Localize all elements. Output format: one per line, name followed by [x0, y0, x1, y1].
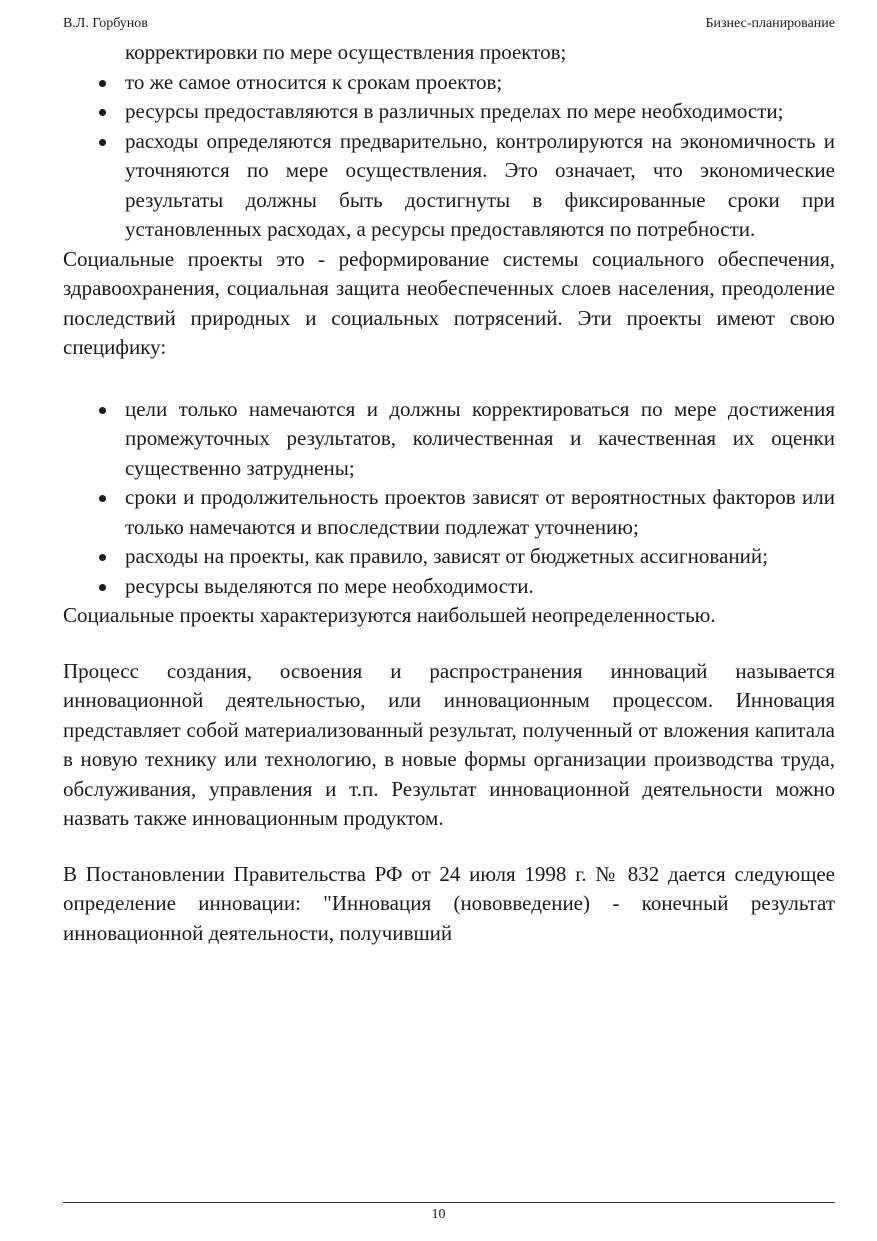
list-item — [63, 542, 835, 572]
list-item — [63, 97, 835, 127]
list-item — [63, 68, 835, 98]
list-item-text: цели только намечаются и должны корректироваться по мере достижения промежуточных результатов, количественная и качественная их оценки существенно затруднены; — [125, 396, 835, 480]
footer-divider — [63, 1202, 835, 1203]
list-item — [63, 572, 835, 602]
bullet-icon — [99, 407, 106, 414]
list-item-text: ресурсы выделяются по мере необходимости. — [125, 573, 534, 598]
list-item — [63, 483, 835, 542]
bullet-icon — [99, 495, 106, 502]
bullet-icon — [99, 554, 106, 561]
paragraph-innovation: Процесс создания, освоения и распространения инноваций называется инновационной деятельностью, или инновационным процессом. Инновация представляет собой материализованный результат, полученный от вложения капитала в новую технику или технологию, в новые формы организации производства труда, обслуживания, управления и т.п. Результат инновационной деятельности можно назвать также инновационным продуктом. — [63, 658, 835, 830]
list-item — [63, 127, 835, 245]
list-item-text: то же самое относится к срокам проектов; — [125, 69, 503, 94]
paragraph-uncertainty: Социальные проекты характеризуются наибольшей неопределенностью. — [63, 603, 716, 627]
bullet-list-project-characteristics — [63, 38, 835, 245]
list-item-text: сроки и продолжительность проектов зависят от вероятностных факторов или только намечаются и впоследствии подлежат уточнению; — [125, 485, 835, 539]
header-author: В.Л. Горбунов — [63, 16, 148, 31]
page-number: 10 — [431, 1207, 446, 1222]
page-header — [63, 16, 835, 36]
bullet-icon — [99, 80, 106, 87]
list-item-text: ресурсы предоставляются в различных пределах по мере необходимости; — [125, 99, 784, 123]
bullet-icon — [99, 109, 106, 116]
list-item — [63, 395, 835, 484]
bullet-list-social-specifics — [63, 395, 835, 602]
paragraph-decree: В Постановлении Правительства РФ от 24 июля 1998 г. № 832 дается следующее определение инновации: "Инновация (нововведение) - конечный результат инновационной деятельности, получивший — [63, 861, 835, 945]
paragraph-social-projects: Социальные проекты это - реформирование системы социального обеспечения, здравоохранения, социальная защита необеспеченных слоев населения, преодоление последствий природных и социальных потрясений. Эти проекты имеют свою специфику: — [63, 246, 835, 359]
bullet-icon — [99, 139, 106, 146]
list-item-text: корректировки по мере осуществления проектов; — [125, 40, 567, 64]
header-title: Бизнес-планирование — [705, 16, 835, 31]
page-content — [63, 38, 835, 974]
list-item-text: расходы на проекты, как правило, зависят от бюджетных ассигнований; — [125, 544, 768, 568]
list-item — [63, 38, 835, 68]
bullet-icon — [99, 584, 106, 591]
list-item-text: расходы определяются предварительно, контролируются на экономичность и уточняются по мере осуществления. Это означает, что экономические результаты должны быть достигнуты в фиксированные сроки при установленных расходах, а ресурсы предоставляются по потребности. — [125, 128, 835, 241]
